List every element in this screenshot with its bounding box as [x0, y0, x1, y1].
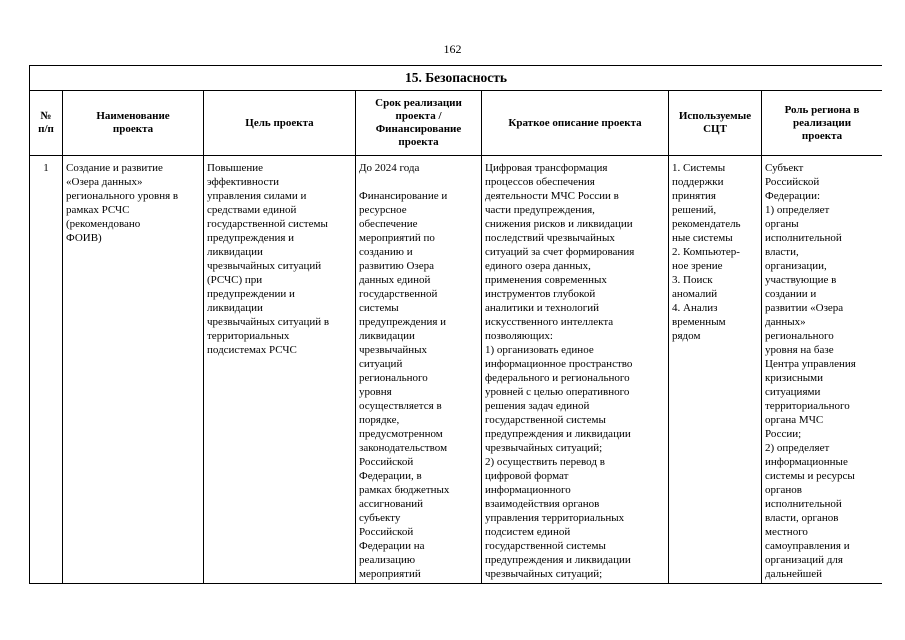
column-header-description: Краткое описание проекта	[482, 91, 669, 156]
column-header-number: № п/п	[30, 91, 63, 156]
column-header-goal: Цель проекта	[204, 91, 356, 156]
project-region-role: Субъект Российской Федерации: 1) определяет органы исполнительной власти, организации, участвующие в создании и развитии «Озера данных» регионального уровня на базе Центра управления кризисными ситуациями территориального органа МЧС России; 2) определяет информационные системы и ресурсы органов исполнительной власти, органов местного самоуправления и организаций для дальнейшей	[762, 156, 883, 584]
project-term: До 2024 года Финансирование и ресурсное обеспечение мероприятий по созданию и развитию Озера данных единой государственной системы предупреждения и ликвидации чрезвычайных ситуаций регионального уровня осуществляется в порядке, предусмотренном законодательством Российской Федерации, в рамках бюджетных ассигнований субъекту Российской Федерации на реализацию мероприятий	[356, 156, 482, 584]
row-number: 1	[30, 156, 63, 584]
column-header-name: Наименование проекта	[63, 91, 204, 156]
section-title: 15. Безопасность	[30, 66, 883, 91]
project-goal: Повышение эффективности управления силами и средствами единой государственной системы предупреждения и ликвидации чрезвычайных ситуаций (РСЧС) при предупреждении и ликвидации чрезвычайных ситуаций в территориальных подсистемах РСЧС	[204, 156, 356, 584]
project-technologies: 1. Системы поддержки принятия решений, рекомендатель ные системы 2. Компьютер- ное зрение 3. Поиск аномалий 4. Анализ временным рядом	[669, 156, 762, 584]
projects-table-wrapper	[29, 65, 882, 615]
project-name: Создание и развитие «Озера данных» регионального уровня в рамках РСЧС (рекомендовано ФОИВ)	[63, 156, 204, 584]
project-description: Цифровая трансформация процессов обеспечения деятельности МЧС России в части предупреждения, снижения рисков и ликвидации последствий чрезвычайных ситуаций за счет формирования единого озера данных, применения современных инструментов глубокой аналитики и технологий искусственного интеллекта позволяющих: 1) организовать единое информационное пространство федерального и регионального уровней с целью оперативного решения задач единой государственной системы предупреждения и ликвидации чрезвычайных ситуаций; 2) осуществить перевод в цифровой формат информационного взаимодействия органов управления территориальных подсистем единой государственной системы предупреждения и ликвидации чрезвычайных ситуаций;	[482, 156, 669, 584]
column-header-technologies: Используемые СЦТ	[669, 91, 762, 156]
projects-table	[29, 65, 882, 584]
page-number: 162	[443, 42, 462, 56]
column-header-term: Срок реализации проекта / Финансирование проекта	[356, 91, 482, 156]
column-header-region-role: Роль региона в реализации проекта	[762, 91, 883, 156]
table-row	[30, 156, 883, 584]
